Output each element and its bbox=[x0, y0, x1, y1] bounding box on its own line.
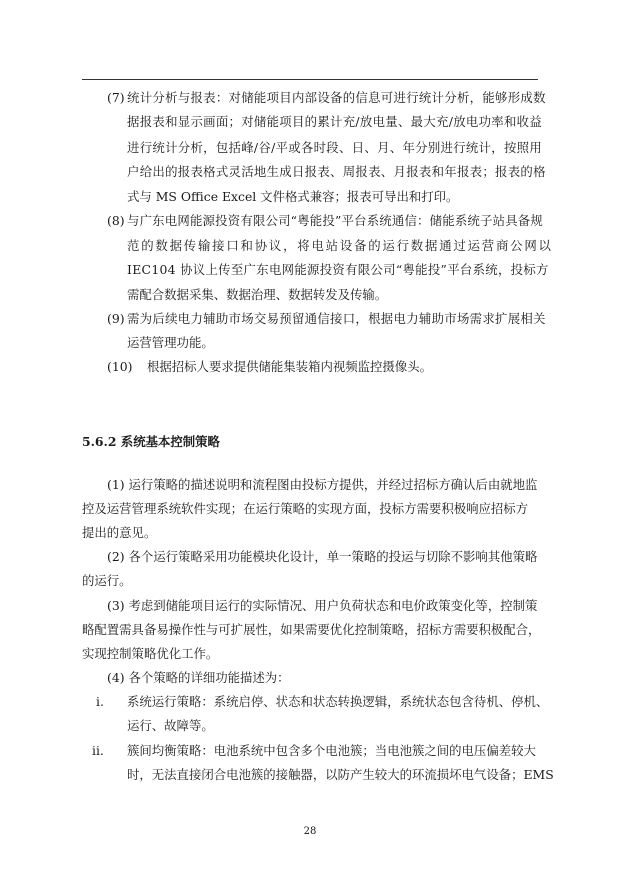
paragraph-line: 的运行。 bbox=[82, 573, 132, 588]
list-label: (7) bbox=[107, 90, 125, 105]
section-heading: 5.6.2 系统基本控制策略 bbox=[82, 434, 220, 449]
page-number: 28 bbox=[303, 826, 317, 837]
list-line: 需为后续电力辅助市场交易预留通信接口，根据电力辅助市场需求扩展相关 bbox=[127, 311, 546, 326]
list-line: 式与 MS Office Excel 文件格式兼容；报表可导出和打印。 bbox=[127, 189, 459, 204]
roman-line: 系统运行策略：系统启停、状态和状态转换逻辑，系统状态包含待机、停机、 bbox=[127, 694, 549, 709]
list-line: 运营管理功能。 bbox=[127, 335, 214, 350]
list-line: 据报表和显示画面；对储能项目的累计充/放电量、最大充/放电功率和收益 bbox=[127, 114, 543, 129]
paragraph-line: 提出的意见。 bbox=[82, 525, 157, 540]
list-line: 根据招标人要求提供储能集装箱内视频监控摄像头。 bbox=[147, 359, 432, 374]
header-rule bbox=[82, 79, 538, 80]
roman-label: i. bbox=[96, 694, 104, 709]
paragraph-line: 略配置需具备易操作性与可扩展性，如果需要优化控制策略，招标方需要积极配合， bbox=[82, 622, 541, 637]
paragraph-line: (1) 运行策略的描述说明和流程图由投标方提供，并经过招标方确认后由就地监 bbox=[107, 477, 538, 492]
list-label: (8) bbox=[107, 213, 125, 228]
roman-line: 簇间均衡策略：电池系统中包含多个电池簇；当电池簇之间的电压偏差较大 bbox=[127, 743, 536, 758]
list-label: (9) bbox=[107, 311, 125, 326]
paragraph-line: (3) 考虑到储能项目运行的实际情况、用户负荷状态和电价政策变化等，控制策 bbox=[107, 598, 538, 613]
list-label: (10) bbox=[107, 359, 133, 374]
list-line: 与广东电网能源投资有限公司“粤能投”平台系统通信：储能系统子站具备规 bbox=[127, 213, 543, 228]
paragraph-line: 控及运营管理系统软件实现；在运行策略的实现方面，投标方需要积极响应招标方 bbox=[82, 501, 529, 516]
list-line: 统计分析与报表：对储能项目内部设备的信息可进行统计分析，能够形成数 bbox=[127, 90, 546, 105]
paragraph-line: 实现控制策略优化工作。 bbox=[82, 646, 219, 661]
roman-label: ii. bbox=[92, 743, 104, 758]
list-line: 户给出的报表格式灵活地生成日报表、周报表、月报表和年报表；报表的格 bbox=[127, 164, 546, 179]
paragraph-line: (2) 各个运行策略采用功能模块化设计，单一策略的投运与切除不影响其他策略 bbox=[107, 549, 538, 564]
roman-line: 运行、故障等。 bbox=[127, 718, 214, 733]
list-line: IEC104 协议上传至广东电网能源投资有限公司“粤能投”平台系统，投标方 bbox=[127, 262, 549, 277]
roman-line: 时，无法直接闭合电池簇的接触器，以防产生较大的环流损坏电气设备；EMS bbox=[127, 767, 554, 782]
list-line: 进行统计分析，包括峰/谷/平或各时段、日、月、年分别进行统计，按照用 bbox=[127, 140, 543, 155]
paragraph-line: (4) 各个策略的详细功能描述为： bbox=[107, 670, 290, 685]
list-line: 范的数据传输接口和协议，将电站设备的运行数据通过运营商公网以 bbox=[127, 238, 553, 253]
list-line: 需配合数据采集、数据治理、数据转发及传输。 bbox=[127, 287, 388, 302]
